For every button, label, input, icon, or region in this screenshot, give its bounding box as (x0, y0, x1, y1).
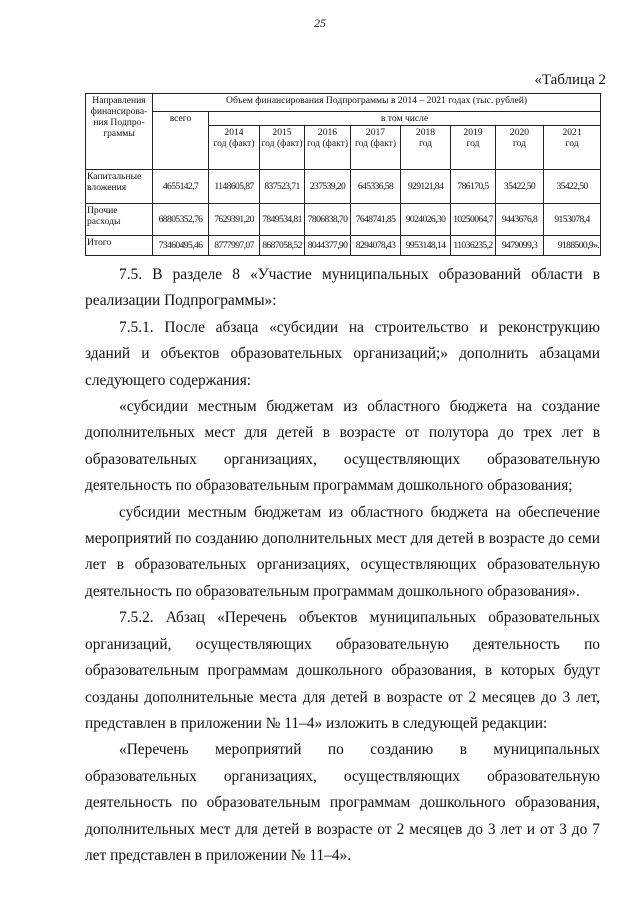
header-year: 2014 год (факт) (209, 126, 260, 170)
cell-value: 837523,71 (260, 170, 305, 204)
cell-value: 35422,50 (544, 170, 601, 204)
header-including: в том числе (209, 112, 601, 126)
header-year: 2020 год (496, 126, 544, 170)
header-year: 2016 год (факт) (305, 126, 351, 170)
cell-value: 9188500,9». (544, 236, 601, 256)
cell-value: 7629391,20 (209, 204, 260, 236)
cell-value: 7806838,70 (305, 204, 351, 236)
cell-value: 9953148,14 (401, 236, 451, 256)
cell-value: 68805352,76 (153, 204, 209, 236)
table-row (86, 170, 601, 204)
body-text (85, 262, 600, 869)
cell-value: 4655142,7 (153, 170, 209, 204)
cell-value: 11036235,2 (451, 236, 496, 256)
cell-value: 8777997,07 (209, 236, 260, 256)
paragraph: «Перечень мероприятий по созданию в муниципальных образовательных организациях, осуществляющих образовательную деятельность по образовательным программам дошкольного образования, дополнительных мест для детей в возрасте от 2 месяцев до 3 лет и от 3 до 7 лет представлен в приложении № 11–4». (85, 741, 600, 864)
paragraph: «субсидии местным бюджетам из областного бюджета на создание дополнительных мест для детей в возрасте от полутора до трех лет в образовательных организациях, осуществляющих образовательную деятельность по образовательным программам дошкольного образования; (85, 398, 600, 495)
cell-value: 9153078,4 (544, 204, 601, 236)
cell-value: 645336,58 (351, 170, 401, 204)
table-row (86, 204, 601, 236)
cell-value: 786170,5 (451, 170, 496, 204)
cell-value: 8044377,90 (305, 236, 351, 256)
header-year: 2015 год (факт) (260, 126, 305, 170)
header-volume: Объем финансирования Подпрограммы в 2014 – 2021 годах (тыс. рублей) (153, 94, 601, 112)
cell-value: 73460495,46 (153, 236, 209, 256)
cell-value: 7849534,81 (260, 204, 305, 236)
table-caption: «Таблица 2 (534, 72, 606, 88)
row-label: Прочие расходы (86, 204, 153, 236)
cell-value: 8687058,52 (260, 236, 305, 256)
cell-value: 9024026,30 (401, 204, 451, 236)
financing-table (85, 93, 601, 256)
cell-value: 9479099,3 (496, 236, 544, 256)
cell-value: 10250064,7 (451, 204, 496, 236)
cell-value: 237539,20 (305, 170, 351, 204)
cell-value: 9443676,8 (496, 204, 544, 236)
paragraph: субсидии местным бюджетам из областного бюджета на обеспечение мероприятий по созданию дополнительных мест для детей в возрасте до семи лет в образовательных организациях, осуществляющих образовательную деятельность по образовательным программам дошкольного образования». (85, 503, 600, 600)
table-row (86, 236, 601, 256)
header-total: всего (153, 112, 209, 170)
paragraph: 7.5.2. Абзац «Перечень объектов муниципальных образовательных организаций, осуществляющих образовательную деятельность по образовательным программам дошкольного образования, в которых будут созданы дополнительные места для детей в возрасте от 2 месяцев до 3 лет, представлен в приложении № 11–4» изложить в следующей редакции: (85, 609, 600, 732)
header-year: 2019 год (451, 126, 496, 170)
paragraph: 7.5. В разделе 8 «Участие муниципальных образований области в реализации Подпрограммы»: (85, 266, 600, 310)
row-label: Капитальные вложения (86, 170, 153, 204)
page-number: 25 (314, 16, 326, 30)
header-year: 2017 год (факт) (351, 126, 401, 170)
header-direction: Направления финансирова-ния Подпро-граммы (86, 94, 153, 170)
paragraph: 7.5.1. После абзаца «субсидии на строительство и реконструкцию зданий и объектов образовательных организаций;» дополнить абзацами следующего содержания: (85, 318, 600, 389)
cell-value: 35422,50 (496, 170, 544, 204)
row-label: Итого (86, 236, 153, 256)
cell-value: 1148605,87 (209, 170, 260, 204)
cell-value: 929121,84 (401, 170, 451, 204)
header-year: 2021 год (544, 126, 601, 170)
header-year: 2018 год (401, 126, 451, 170)
cell-value: 8294078,43 (351, 236, 401, 256)
cell-value: 7648741,85 (351, 204, 401, 236)
